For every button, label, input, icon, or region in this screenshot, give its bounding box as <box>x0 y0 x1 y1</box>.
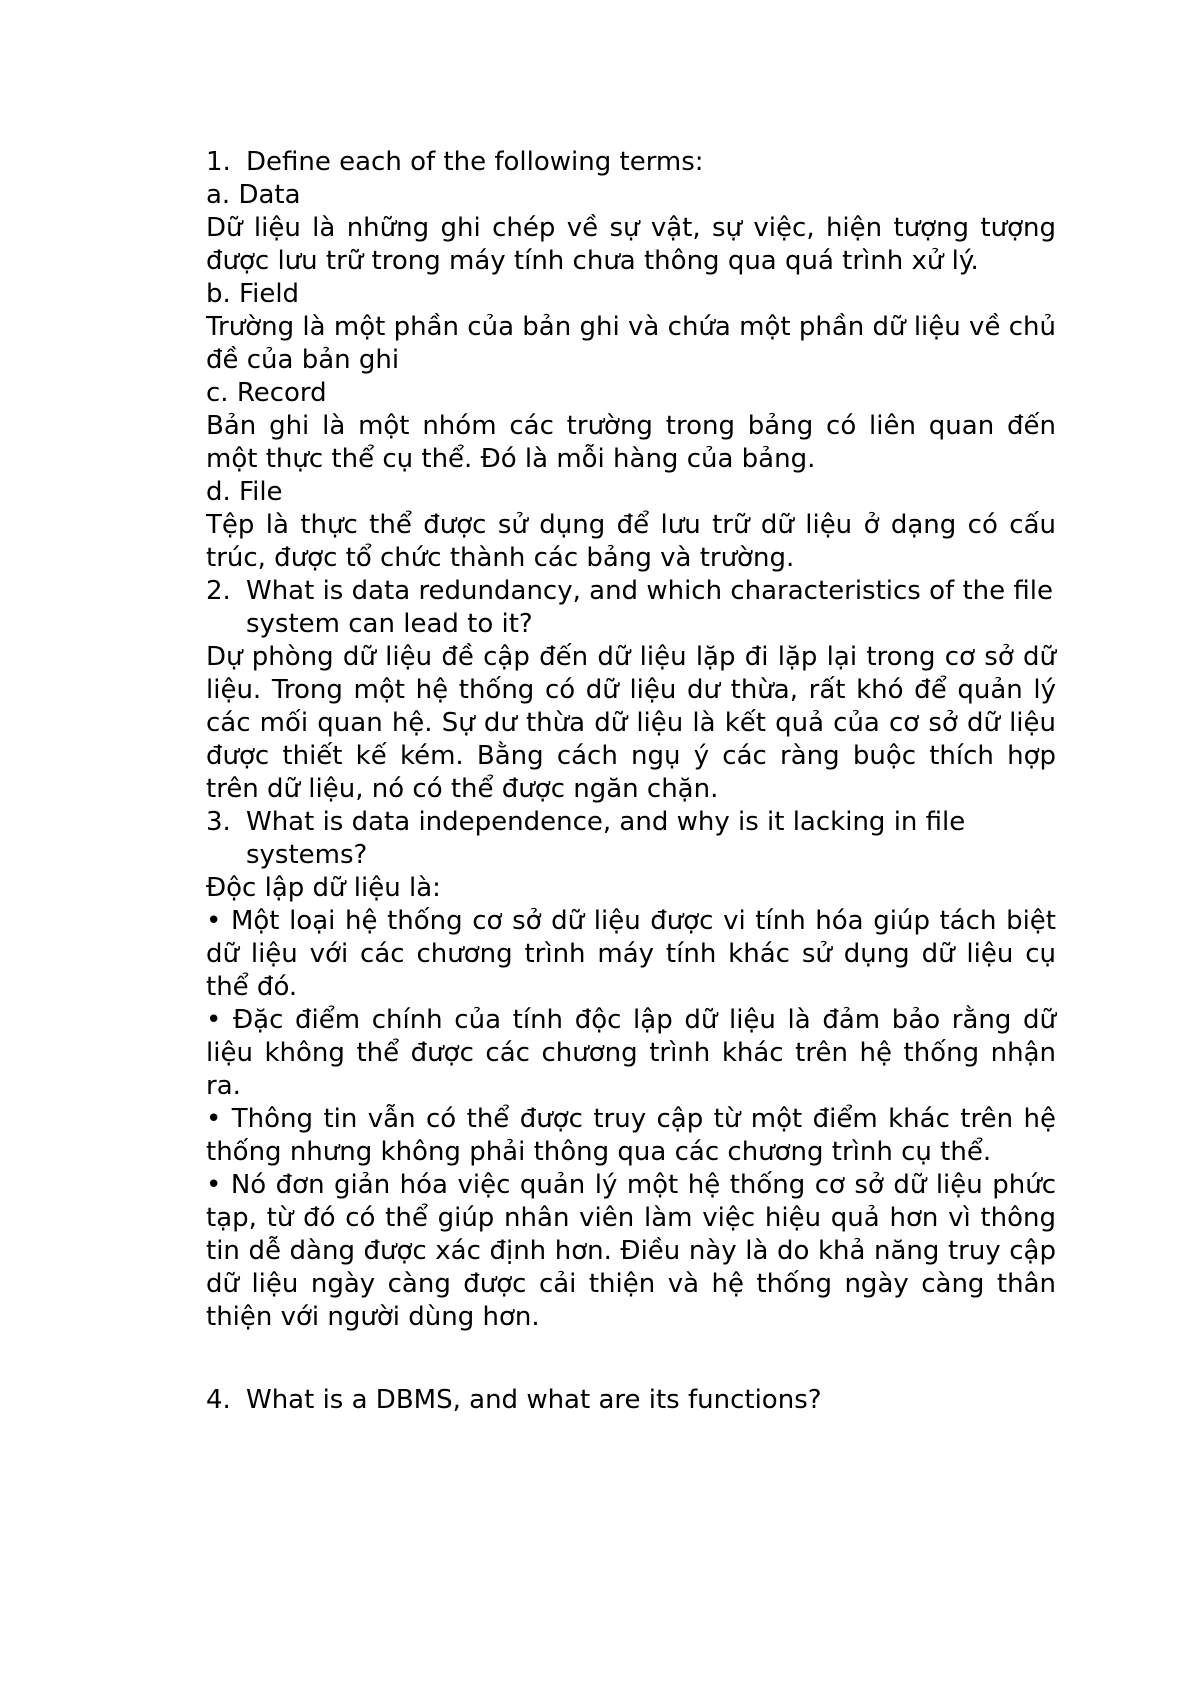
question-2-text: What is data redundancy, and which characteristics of the file system can lead to it? <box>246 576 1053 639</box>
question-3 <box>206 806 1056 872</box>
question-2 <box>206 575 1056 641</box>
blank-spacer <box>206 1334 1056 1384</box>
bullet-item: • Thông tin vẫn có thể được truy cập từ một điểm khác trên hệ thống nhưng không phải thông qua các chương trình cụ thể. <box>206 1104 1056 1167</box>
term-file-label: d. File <box>206 477 283 507</box>
term-file-definition: Tệp là thực thể được sử dụng để lưu trữ dữ liệu ở dạng có cấu trúc, được tổ chức thành các bảng và trường. <box>206 510 1056 573</box>
question-2-number: 2. <box>206 576 231 606</box>
term-data-definition: Dữ liệu là những ghi chép về sự vật, sự việc, hiện tượng tượng được lưu trữ trong máy tính chưa thông qua quá trình xử lý. <box>206 213 1056 276</box>
question-2-answer: Dự phòng dữ liệu đề cập đến dữ liệu lặp đi lặp lại trong cơ sở dữ liệu. Trong một hệ thống có dữ liệu dư thừa, rất khó để quản lý các mối quan hệ. Sự dư thừa dữ liệu là kết quả của cơ sở dữ liệu được thiết kế kém. Bằng cách ngụ ý các ràng buộc thích hợp trên dữ liệu, nó có thể được ngăn chặn. <box>206 642 1056 804</box>
term-record-definition: Bản ghi là một nhóm các trường trong bảng có liên quan đến một thực thể cụ thể. Đó là mỗi hàng của bảng. <box>206 411 1056 474</box>
term-field-label: b. Field <box>206 279 300 309</box>
bullet-item: • Đặc điểm chính của tính độc lập dữ liệu là đảm bảo rằng dữ liệu không thể được các chương trình khác trên hệ thống nhận ra. <box>206 1005 1056 1101</box>
term-data-label: a. Data <box>206 180 301 210</box>
question-4-text: What is a DBMS, and what are its functions? <box>246 1385 822 1415</box>
bullet-item: • Nó đơn giản hóa việc quản lý một hệ thống cơ sở dữ liệu phức tạp, từ đó có thể giúp nhân viên làm việc hiệu quả hơn vì thông tin dễ dàng được xác định hơn. Điều này là do khả năng truy cập dữ liệu ngày càng được cải thiện và hệ thống ngày càng thân thiện với người dùng hơn. <box>206 1170 1056 1332</box>
question-3-number: 3. <box>206 807 231 837</box>
bullet-item: • Một loại hệ thống cơ sở dữ liệu được vi tính hóa giúp tách biệt dữ liệu với các chương trình máy tính khác sử dụng dữ liệu cụ thể đó. <box>206 906 1056 1002</box>
term-record-label: c. Record <box>206 378 327 408</box>
question-3-text: What is data independence, and why is it lacking in file systems? <box>246 807 966 870</box>
term-field-definition: Trường là một phần của bản ghi và chứa một phần dữ liệu về chủ đề của bản ghi <box>206 312 1056 375</box>
question-1 <box>206 146 1056 179</box>
question-1-text: Define each of the following terms: <box>246 147 704 177</box>
question-1-number: 1. <box>206 147 231 177</box>
question-4 <box>206 1384 1056 1417</box>
document-body <box>206 146 1056 1417</box>
question-4-number: 4. <box>206 1385 231 1415</box>
question-3-intro: Độc lập dữ liệu là: <box>206 873 441 903</box>
